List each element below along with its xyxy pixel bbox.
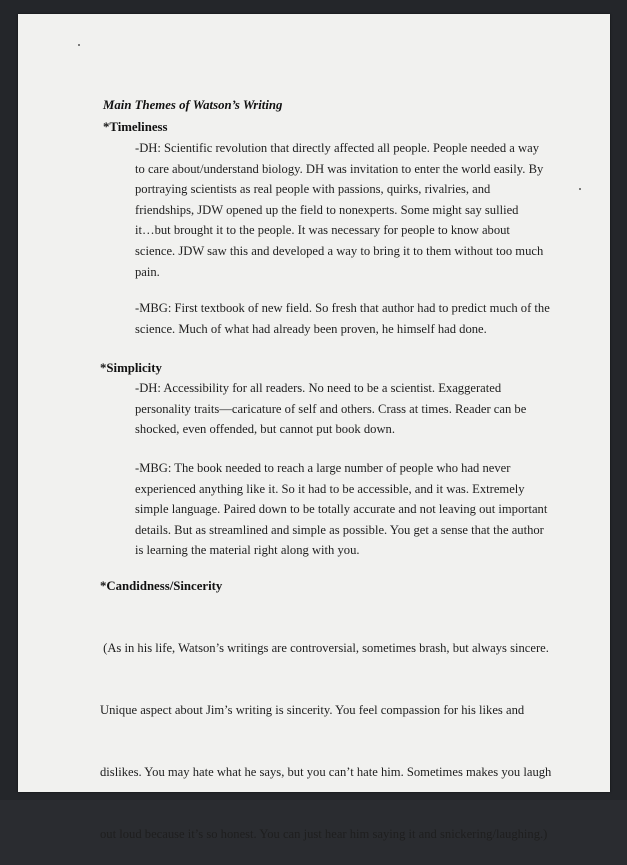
section-heading-simplicity: *Simplicity [100,361,162,375]
text-line: simple language. Paired down to be totally accurate and not leaving out important [135,502,548,517]
text-line: -MBG: The book needed to reach a large number of people who had never [135,461,511,475]
text-line: out loud because it’s so honest. You can just hear him saying it and snickering/laughing.) [100,826,548,841]
text-line: (As in his life, Watson’s writings are controversial, sometimes brash, but always sincere. [100,641,549,656]
text-line: it…but brought it to the people. It was necessary for people to know about [135,223,510,238]
paragraph-simplicity-dh [135,378,526,440]
section-heading-timeliness: *Timeliness [103,120,168,134]
text-line: friendships, JDW opened up the field to nonexperts. Some might say sullied [135,202,519,217]
paragraph-simplicity-mbg [135,458,547,561]
text-line: -DH: Scientific revolution that directly affected all people. People needed a way [135,141,540,155]
text-line: -MBG: First textbook of new field. So fresh that author had to predict much of the [135,301,550,315]
speck-mark [579,188,581,190]
text-line: details. But as streamlined and simple as possible. You get a sense that the author [135,522,544,537]
text-line: to care about/understand biology. DH was invitation to enter the world easily. By [135,161,544,176]
text-line: is learning the material right along with you. [135,543,360,558]
speck-mark [78,44,80,46]
paragraph-timeliness-mbg [135,298,550,339]
text-line: experienced anything like it. So it had to be accessible, and it was. Extremely [135,481,525,496]
text-line: shocked, even offended, but cannot put book down. [135,422,395,437]
text-line: science. JDW saw this and developed a way to bring it to them without too much [135,243,544,258]
text-line: science. Much of what had already been proven, he himself had done. [135,321,487,336]
text-line: personality traits—caricature of self and others. Crass at times. Reader can be [135,401,527,416]
paragraph-timeliness-dh [135,138,543,282]
section-heading-candidness: *Candidness/Sincerity [100,579,223,593]
text-line: -DH: Accessibility for all readers. No need to be a scientist. Exaggerated [135,381,502,395]
text-line: pain. [135,264,160,279]
paragraph-candidness [100,597,551,865]
text-line: portraying scientists as real people with passions, quirks, rivalries, and [135,182,491,197]
document-title: Main Themes of Watson’s Writing [103,98,283,112]
text-line: Unique aspect about Jim’s writing is sincerity. You feel compassion for his likes and [100,702,525,717]
text-line: dislikes. You may hate what he says, but you can’t hate him. Sometimes makes you laugh [100,764,552,779]
